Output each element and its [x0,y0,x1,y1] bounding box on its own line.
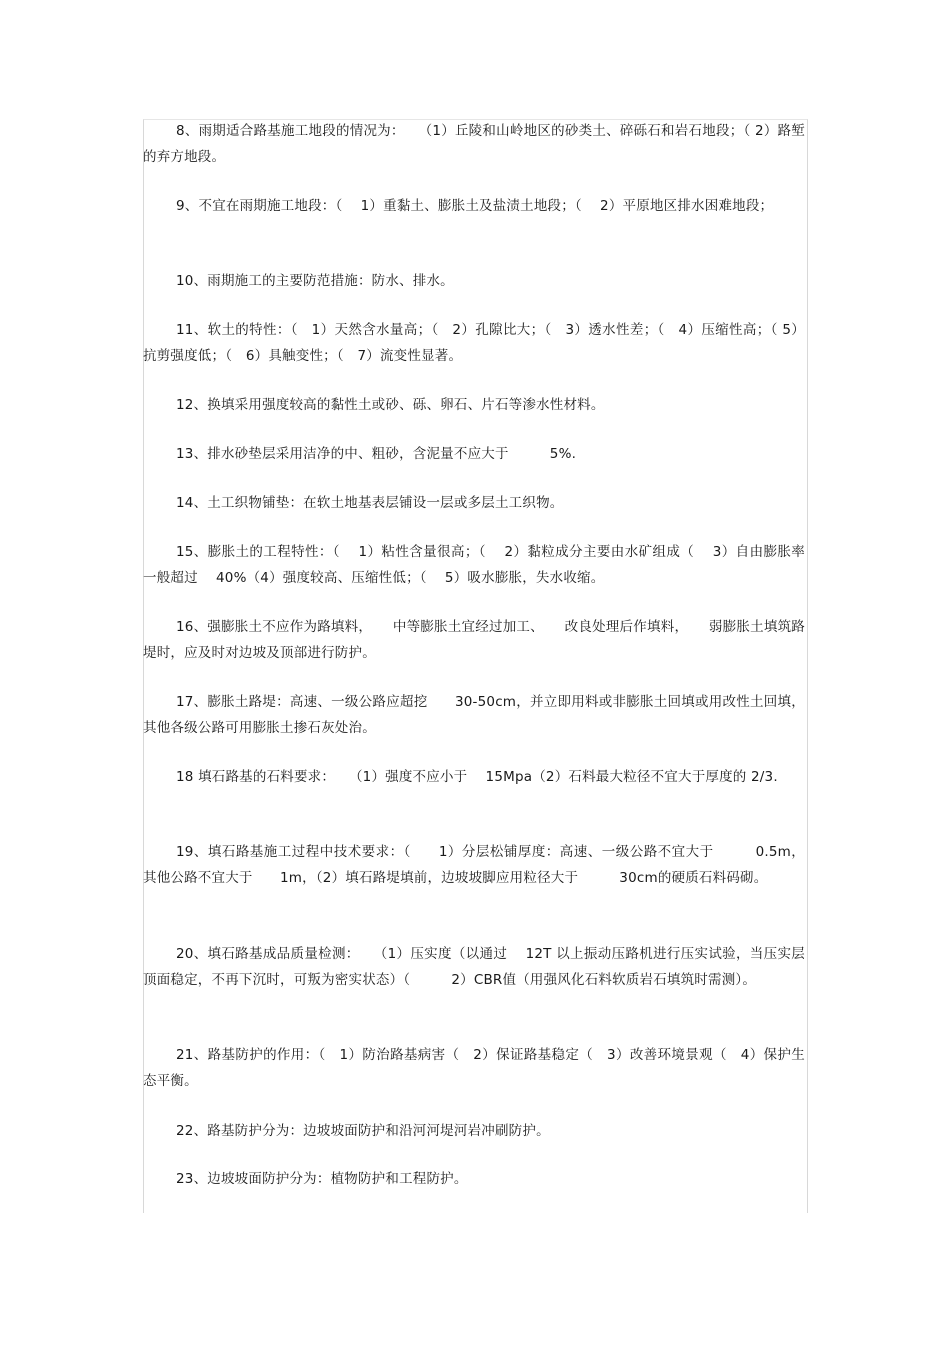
paragraph-9: 9、不宜在雨期施工地段：（ 1）重黏土、膨胀土及盐渍土地段；（ 2）平原地区排水困难地段； [176,198,774,214]
paragraph-12: 12、换填采用强度较高的黏性土或砂、砾、卵石、片石等渗水性材料。 [176,397,605,413]
paragraph-8: 8、雨期适合路基施工地段的情况为： （1）丘陵和山岭地区的砂类土、碎砾石和岩石地段；（ 2）路堑的弃方地段。 [143,123,805,165]
paragraph-15: 15、膨胀土的工程特性：（ 1）粘性含量很高；（ 2）黏粒成分主要由水矿组成（ 3）自由膨胀率一般超过 40%（4）强度较高、压缩性低；（ 5）吸水膨胀，失水收缩。 [143,544,805,586]
paragraph-13: 13、排水砂垫层采用洁净的中、粗砂，含泥量不应大于 5%. [176,446,577,462]
paragraph-17: 17、膨胀土路堤：高速、一级公路应超挖 30-50cm，并立即用料或非膨胀土回填或用改性土回填，其他各级公路可用膨胀土掺石灰处治。 [143,694,805,736]
paragraph-20: 20、填石路基成品质量检测： （1）压实度（以通过 12T 以上振动压路机进行压实试验，当压实层顶面稳定，不再下沉时，可叛为密实状态）（ 2）CBR值（用强风化石料软质岩石填筑时需测）。 [143,946,805,988]
paragraph-11: 11、软土的特性：（ 1）天然含水量高；（ 2）孔隙比大；（ 3）透水性差；（ 4）压缩性高；（ 5）抗剪强度低；（ 6）具触变性；（ 7）流变性显著。 [143,322,805,364]
paragraph-19: 19、填石路基施工过程中技术要求：（ 1）分层松铺厚度：高速、一级公路不宜大于 0.5m，其他公路不宜大于 1m，（2）填石路堤填前，边坡坡脚应用粒径大于 30cm的硬质石料码砌。 [143,844,805,886]
paragraph-18: 18 填石路基的石料要求： （1）强度不应小于 15Mpa（2）石料最大粒径不宜大于厚度的 2/3. [176,769,778,785]
paragraph-16: 16、强膨胀土不应作为路填料， 中等膨胀土宜经过加工、 改良处理后作填料， 弱膨胀土填筑路堤时，应及时对边坡及顶部进行防护。 [143,619,805,661]
paragraph-22: 22、路基防护分为：边坡坡面防护和沿河河堤河岩冲刷防护。 [176,1123,550,1139]
paragraph-23: 23、边坡坡面防护分为：植物防护和工程防护。 [176,1171,468,1187]
paragraph-10: 10、雨期施工的主要防范措施：防水、排水。 [176,273,454,289]
paragraph-14: 14、土工织物铺垫：在软土地基表层铺设一层或多层土工织物。 [176,495,564,511]
paragraph-21: 21、路基防护的作用：（ 1）防治路基病害（ 2）保证路基稳定（ 3）改善环境景观（ 4）保护生态平衡。 [143,1047,805,1089]
